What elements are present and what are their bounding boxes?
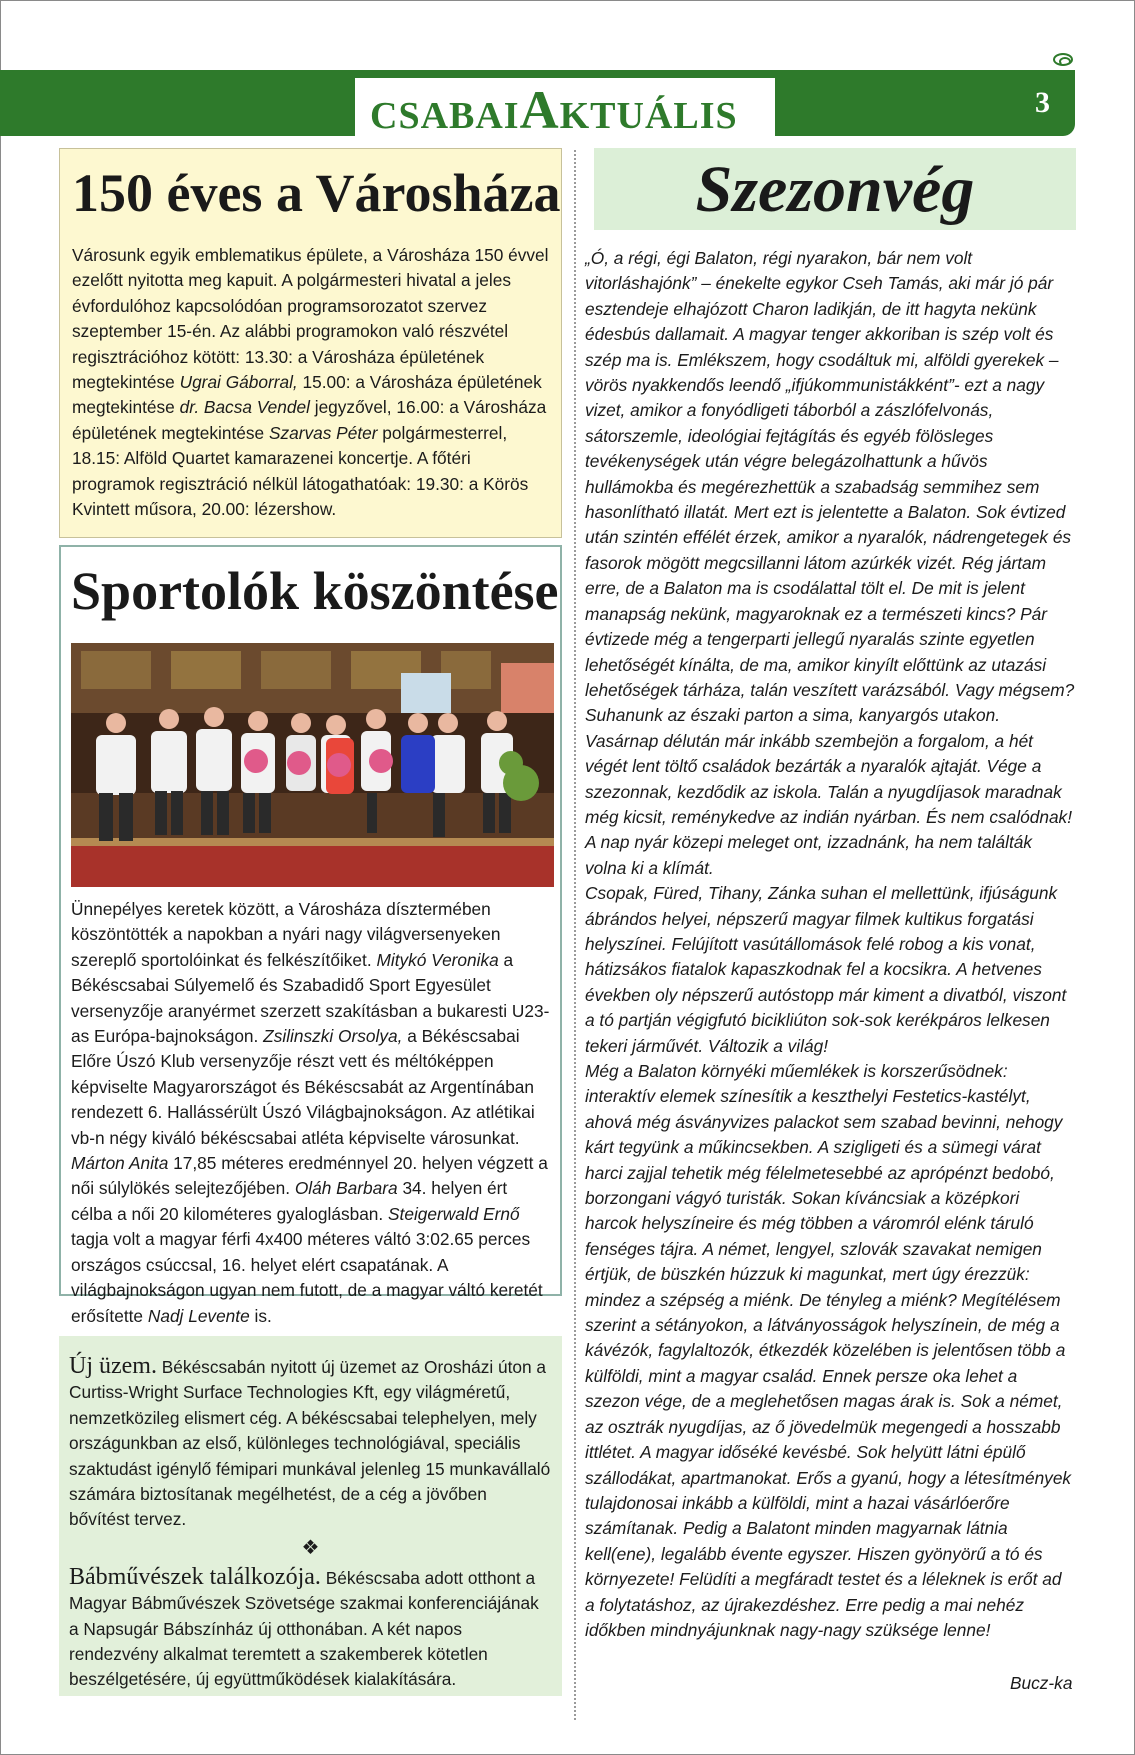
- masthead-word-2: KTUÁLIS: [559, 95, 738, 137]
- photo-illustration: [71, 643, 554, 887]
- masthead: [370, 80, 738, 146]
- szezonveg-paragraph: Suhanunk az északi parton a sima, kanyargós utakon. Vasárnap délután már inkább szembejön a forgalom, a hét végét lent töltő családok bezárták a nyaralók ajtaját. Vége a szezonnak, kezdődik az iskola. Talán a nyugdíjasok maradnak még kicsit, reménykedve az indián nyárban. És nem csalódnak! A nap nyár közepi meleget ont, izzadnánk, ha nem találták volna ki a klímát.: [585, 705, 1072, 878]
- masthead-word-1: CSABAI: [370, 95, 520, 137]
- italic-name: Ugrai Gáborral,: [179, 372, 298, 393]
- swirl-icon: [1053, 53, 1073, 66]
- text-run: polgármesterrel, 18.15: Alföld Quartet kamarazenei koncertje. A főtéri programok regisztráció nélkül látogathatóak: 19.30: a Körös Kvintett műsora, 20.00: lézershow.: [72, 422, 529, 520]
- column-divider: [574, 150, 576, 1720]
- text-run: 17,85 méteres eredménnyel 20. helyen végzett a női súlylökés selejtezőjében.: [71, 1153, 548, 1199]
- text-run: 15.00: a Városháza épületének megtekintése: [72, 372, 542, 418]
- news-babmuveszek-body: Békéscsaba adott otthont a Magyar Bábművészek Szövetsége szakmai konferenciájának a Napsugár Bábszínház új otthonában. A két napos rendezvény alkalmat teremtett a szakemberek kötetlen beszélgetésére, új együttműködések kialakítására.: [69, 1567, 539, 1690]
- italic-name: Steigerwald Ernő: [388, 1203, 520, 1224]
- text-run: a Békéscsabai Előre Úszó Klub versenyzője részt vett és méltóképpen képviselte Magyarországot és Békéscsabát az Argentínában rendezett 6. Hallássérült Úszó Világbajnokságon. Az atlétikai vb-n négy kiváló békéscsabai atléta képviselte városunkat.: [71, 1026, 535, 1148]
- italic-name: Márton Anita: [71, 1153, 169, 1174]
- news-uj-uzem-body: Békéscsabán nyitott új üzemet az Orosházi úton a Curtiss-Wright Surface Technologies Kft, egy világméretű, nemzetközileg elismert cég. A békéscsabai telephelyen, mely országunkban az első, különleges technológiával, speciális szaktudást igénylő fémipari munkával jelenleg 15 munkavállaló számára biztosítanak megélhetést, de a cég a jövőben bővítést tervez.: [69, 1357, 551, 1530]
- szezonveg-body: [585, 246, 1075, 1643]
- page-number: 3: [1035, 86, 1050, 119]
- article-sport-title: Sportolók köszöntése: [71, 561, 559, 621]
- masthead-initial: A: [519, 80, 560, 140]
- article-sport: [59, 545, 562, 1326]
- text-run: 34. helyen ért célba a női 20 kilométeres gyaloglásban.: [71, 1178, 508, 1224]
- italic-name: Szarvas Péter: [268, 422, 378, 443]
- szezonveg-signature: Bucz-ka: [1010, 1673, 1073, 1693]
- text-run: Ünnepélyes keretek között, a Városháza dísztermében köszöntötték a napokban a nyári nagy világversenyeken szereplő sportolóinkat és felkészítőiket.: [71, 899, 501, 970]
- separator-icon: ❖: [301, 1536, 320, 1559]
- text-run: a Békéscsabai Súlyemelő és Szabadidő Sport Egyesület versenyzője aranyérmet szerzett szakításban a bukaresti U23-as Európa-bajnokságon.: [71, 949, 550, 1047]
- news-babmuveszek: [69, 1565, 552, 1693]
- news-babmuveszek-title: Bábművészek találkozója.: [69, 1563, 321, 1590]
- text-run: jegyzővel, 16.00: a Városháza épületének megtekintése: [72, 397, 547, 443]
- news-uj-uzem-title: Új üzem.: [69, 1353, 157, 1379]
- text-run: Városunk egyik emblematikus épülete, a Városháza 150 évvel ezelőtt nyitotta meg kapuit. A polgármesteri hivatal a jeles évfordulóhoz kapcsolódóan programsorozatot szervez szeptember 15-én. Az alábbi programokon való részvétel regisztrációhoz kötött: 13.30: a Városháza épületének megtekintése: [72, 245, 549, 393]
- szezonveg-paragraph: Csopak, Füred, Tihany, Zánka suhan el mellettünk, ifjúságunk ábrándos helyei, népszerű magyar filmek kultikus forgatási helyszínei. Felújított vasútállomások felé robog a kis vonat, hátizsákos fiatalok kapaszkodnak fel a kocsikra. A hetvenes években oly népszerű autóstopp már kiment a divatból, viszont a tó partján végigfutó bicikliúton sok-sok kerékpáros lelkesen tekeri járművét. Változik a világ!: [585, 883, 1067, 1056]
- article-sport-body: [71, 897, 550, 1329]
- sport-ceremony-photo: [71, 643, 554, 887]
- news-uj-uzem: [69, 1354, 552, 1533]
- szezonveg-paragraph: „Ó, a régi, égi Balaton, régi nyarakon, bár nem volt vitorláshajónk” – énekelte egykor Cseh Tamás, aki már jó pár esztendeje elhajózott Charon ladikján, de itt hagyta nekünk édesbús dallamait. A magyar tenger akkoriban is szép volt és szép ma is. Emlékszem, hogy csodáltuk mi, alföldi gyerekek – vörös nyakkendős leendő „ifjúkommunistákként”- ezt a nagy vizet, amikor a fonyódligeti táborból a zászlófelvonás, sátorszemle, ideológiai fejtágítás és egyéb fölösleges tevékenységek után végre belegázolhattunk a hűvös hullámokba és megérezhettük a szabadság semmihez sem hasonlítható illatát. Mert ezt is jelentette a Balaton. Sok évtized után szintén effélét érzek, amikor a nyaralók, nádrengetegek és fasorok mögött megcsillanni látom azúrkék vizét. Rég jártam erre, de a Balaton ma is csodálattal tölt el. De mit is jelent manapság nekünk, magyaroknak ez a természeti kincs? Pár évtizede még a tengerparti jellegű nyaralás szinte egyetlen lehetőségét kínálta, de ma, amikor kinyílt előttünk az utazási lehetőségek tárháza, talán veszített varázsából. Vagy mégsem?: [585, 248, 1075, 700]
- italic-name: Zsilinszki Orsolya,: [263, 1026, 403, 1047]
- news-box: [59, 1336, 562, 1696]
- italic-name: dr. Bacsa Vendel: [179, 397, 310, 418]
- szezonveg-title: Szezonvég: [695, 153, 975, 226]
- article-varoshaza: [59, 148, 562, 538]
- italic-name: Mitykó Veronika: [376, 949, 499, 970]
- italic-name: Nadj Levente: [147, 1305, 250, 1326]
- italic-name: Oláh Barbara: [294, 1178, 398, 1199]
- szezonveg-paragraph: Még a Balaton környéki műemlékek is korszerűsödnek: interaktív elemek színesítik a keszthelyi Festetics-kastélyt, ahová még ásványvizes palackot sem szabad bevinni, nehogy kárt tegyünk a műkincsekben. A szigligeti és a sümegi várat harci zajjal tehetik még félelmetesebbé az aprópénzt bedobó, borzongani vágyó turisták. Sokan kíváncsiak a középkori harcok helyszíneire és még többen a váromról elénk táruló fenséges tájra. A német, lengyel, szlovák szavakat nemigen értjük, de büszkén húzzuk ki magunkat, mert úgy érezzük: mindez a szépség a miénk. De tényleg a miénk? Megítélésem szerint a sétányokon, a látványosságok helyszínein, de még a kávézók, fagylaltozók, étkezdék közelében is jelentősen több a külföldi, mint a magyar család. Ennek persze oka lehet a szezon vége, de a meglehetősen magas árak is. Sok a német, az osztrák nyugdíjas, az ő jövedelmük megengedi a hosszabb ittlétet. A magyar időséké kevésbé. Sok helyütt látni épülő szállodákat, apartmanokat. Erős a gyanú, hogy a létesítmények tulajdonosai inkább a külföldi, mint a hazai vásárlóerőre számítanak. Pedig a Balatont minden magyarnak látnia kell(ene), legalább évente egyszer. Hiszen gyönyörű a tó és környezete! Felüdíti a megfáradt testet és a léleknek is erőt ad a folytatáshoz, az újrakezdéshez. Erre pedig a mai nehéz időkben mindnyájunknak nagy-nagy szüksége lenne!: [585, 1061, 1072, 1640]
- article-varoshaza-title: 150 éves a Városháza: [72, 163, 561, 223]
- article-varoshaza-body: [72, 243, 549, 522]
- text-run: is.: [249, 1305, 272, 1326]
- text-run: tagja volt a magyar férfi 4x400 méteres váltó 3:02.65 perces országos csúccsal, 16. helyet elért csapatának. A világbajnokságon ugyan nem futott, de a magyar váltó keretét erősítette: [71, 1229, 543, 1326]
